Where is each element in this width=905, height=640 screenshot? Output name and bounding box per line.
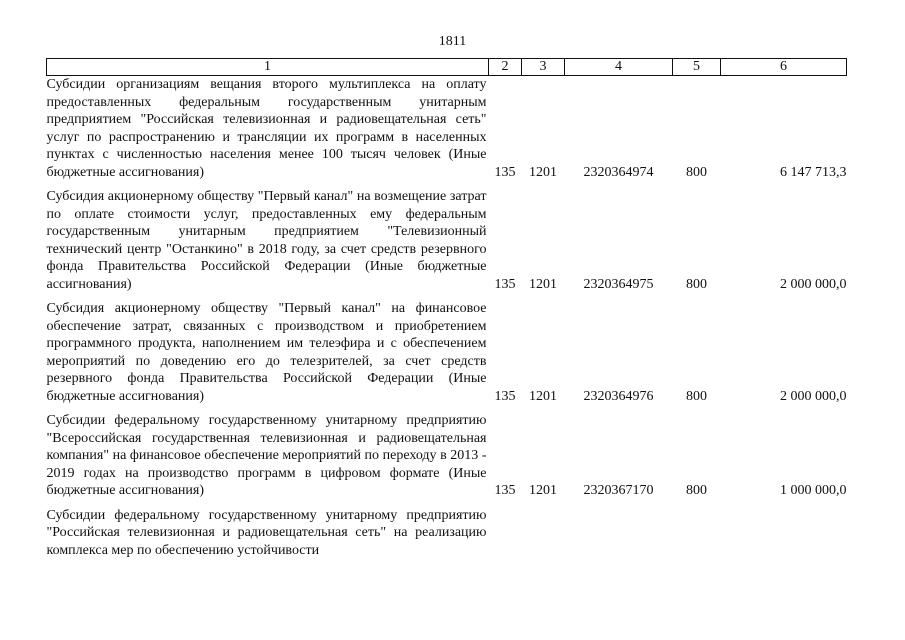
column-header-6: 6 bbox=[721, 59, 847, 76]
row-description: Субсидия акционерному обществу "Первый канал" на финансовое обеспечение затрат, связанных с производством и приобретением программного продукта, наполнением им телеэфира и с обеспечением мероприятий по доведению его до телезрителей, за счет средств резервного фонда Правительства Российской Федерации (Иные бюджетные ассигнования) bbox=[46, 301, 487, 404]
row-amount bbox=[721, 507, 847, 560]
row-expense-type: 800 bbox=[686, 483, 707, 498]
table-header-row bbox=[47, 59, 847, 76]
row-expense-type: 800 bbox=[686, 164, 707, 180]
table-row bbox=[47, 188, 847, 300]
row-target-article: 2320364976 bbox=[583, 388, 654, 404]
row-target-article: 2320364975 bbox=[583, 276, 654, 292]
row-amount: 1 000 000,0 bbox=[780, 483, 847, 498]
column-header-2: 2 bbox=[489, 59, 522, 76]
row-target-article bbox=[565, 507, 673, 560]
row-amount: 2 000 000,0 bbox=[780, 276, 847, 292]
budget-table bbox=[46, 58, 847, 559]
column-header-4: 4 bbox=[565, 59, 673, 76]
table-row bbox=[47, 76, 847, 189]
row-amount: 2 000 000,0 bbox=[780, 388, 847, 404]
table-row bbox=[47, 412, 847, 507]
table-row bbox=[47, 300, 847, 412]
table-row bbox=[47, 507, 847, 560]
column-header-1: 1 bbox=[47, 59, 489, 76]
column-header-5: 5 bbox=[673, 59, 721, 76]
row-description: Субсидии организациям вещания второго мультиплекса на оплату предоставленных федеральным государственным унитарным предприятием "Российская телевизионная и радиовещательная сеть" услуг по распространению и трансляции их программ в населенных пунктах с численностью населения менее 100 тысяч человек (Иные бюджетные ассигнования) bbox=[46, 77, 487, 180]
row-description: Субсидия акционерному обществу "Первый канал" на возмещение затрат по оплате стоимости услуг, предоставленных ему федеральным государственным унитарным предприятием "Телевизионный технический центр "Останкино" в 2018 году, за счет средств резервного фонда Правительства Российской Федерации (Иные бюджетные ассигнования) bbox=[46, 189, 487, 292]
page-number: 1811 bbox=[438, 34, 467, 49]
column-header-3: 3 bbox=[522, 59, 565, 76]
row-ministry-code: 135 bbox=[494, 164, 516, 180]
row-section-code: 1201 bbox=[529, 164, 557, 180]
row-description: Субсидии федеральному государственному унитарному предприятию "Всероссийская государственная телевизионная и радиовещательная компания" на финансовое обеспечение мероприятий по переходу в 2013 - 2019 годах на производство программ в цифровом формате (Иные бюджетные ассигнования) bbox=[46, 413, 487, 498]
row-expense-type bbox=[673, 507, 721, 560]
row-expense-type: 800 bbox=[686, 388, 707, 404]
row-section-code: 1201 bbox=[529, 276, 557, 292]
row-section-code: 1201 bbox=[529, 388, 557, 404]
row-ministry-code bbox=[489, 507, 522, 560]
row-target-article: 2320367170 bbox=[583, 483, 654, 498]
row-ministry-code: 135 bbox=[494, 388, 516, 404]
row-amount: 6 147 713,3 bbox=[780, 164, 847, 180]
row-description: Субсидии федеральному государственному унитарному предприятию "Российская телевизионная и радиовещательная сеть" на реализацию комплекса мер по обеспечению устойчивости bbox=[46, 507, 487, 558]
row-ministry-code: 135 bbox=[494, 483, 516, 498]
row-ministry-code: 135 bbox=[494, 276, 516, 292]
row-section-code bbox=[522, 507, 565, 560]
row-section-code: 1201 bbox=[529, 483, 557, 498]
row-target-article: 2320364974 bbox=[583, 164, 654, 180]
row-expense-type: 800 bbox=[686, 276, 707, 292]
